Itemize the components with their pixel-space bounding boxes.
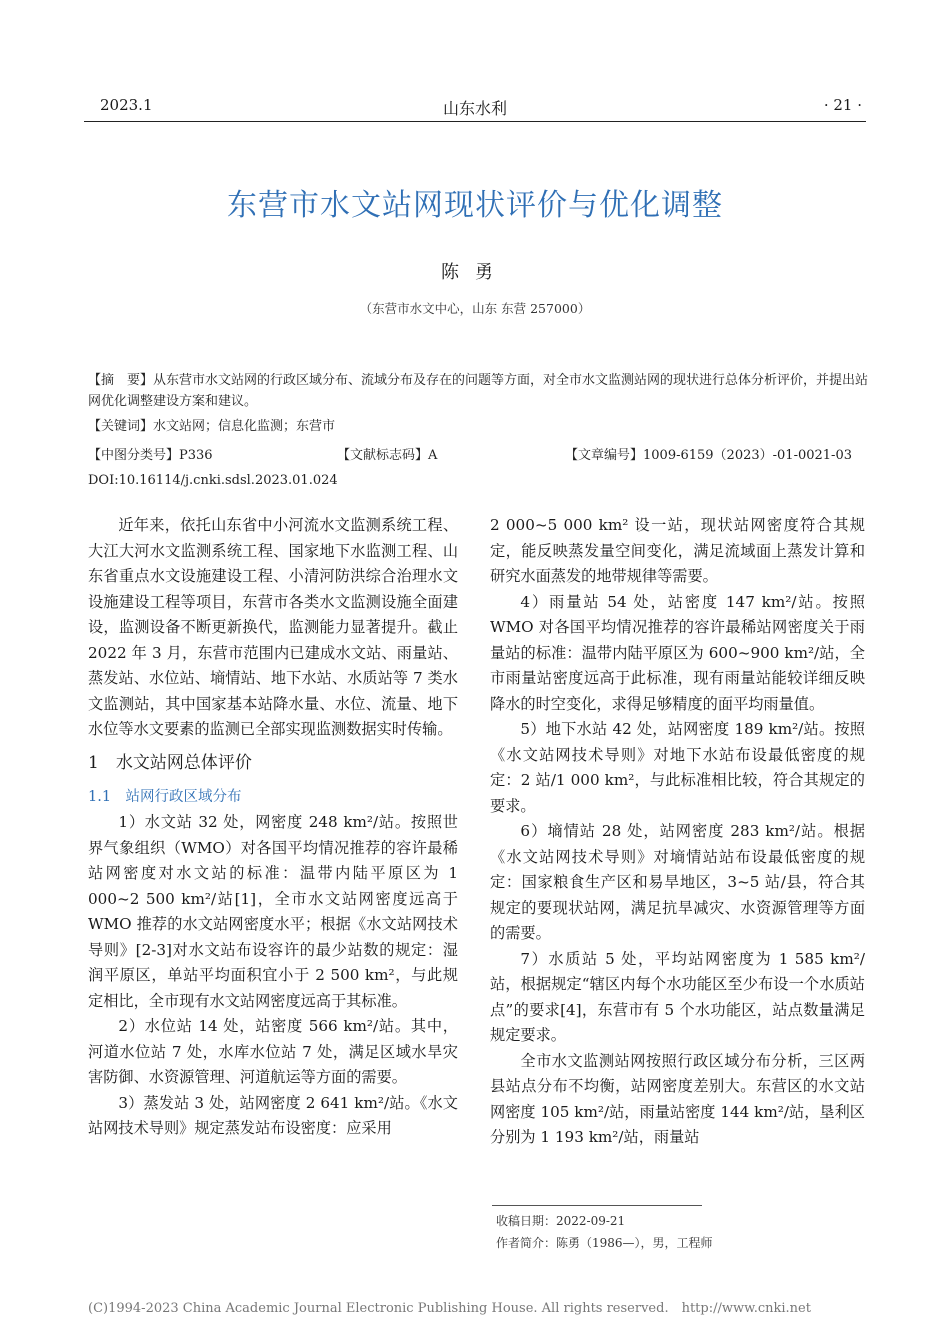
- header-journal-name: 山东水利: [442, 99, 507, 118]
- paragraph-evaporation-stations: 3）蒸发站 3 处，站网密度 2 641 km²/站。《水文站网技术导则》规定蒸发站布设密度：应采用: [88, 1093, 458, 1137]
- footnote-rule: [492, 1205, 702, 1206]
- body-column-right: [490, 513, 865, 1151]
- abstract: 【摘 要】从东营市水文站网的行政区域分布、流域分布及存在的问题等方面，对全市水文监测站网的现状进行总体分析评价，并提出站网优化调整建设方案和建议。: [88, 373, 869, 409]
- header-page-number: · 21 ·: [823, 96, 862, 114]
- article-number: 【文章编号】1009-6159（2023）-01-0021-03: [565, 448, 852, 463]
- paragraph-groundwater-stations: 5）地下水站 42 处，站网密度 189 km²/站。按照《水文站网技术导则》对地下水站布设最低密度的规定：2 站/1 000 km²，与此标准相比较，符合其规定的要求。: [490, 720, 865, 815]
- paragraph-hydrologic-stations: 1）水文站 32 处，网密度 248 km²/站。按照世界气象组织（WMO）对各国平均情况推荐的容许最稀站网密度对水文站的标准：温带内陆平原区为 1 000~2 500 km²/站[1]，全市水文站网密度远高于 WMO 推荐的水文站网密度水平；根据《水文站网技术导则》[2-3]对水文站布设容许的最少站数的规定：湿润平原区，单站平均面积宜小于 2 500 km²，与此规定相比，全市现有水文站网密度远高于其标准。: [88, 813, 458, 1010]
- doi: DOI:10.16114/j.cnki.sdsl.2023.01.024: [88, 473, 338, 488]
- document-code: 【文献标志码】A: [337, 448, 438, 463]
- paragraph-soil-moisture-stations: 6）墒情站 28 处，站网密度 283 km²/站。根据《水文站网技术导则》对墒情站站布设最低密度的规定：国家粮食生产区和易旱地区，3~5 站/县，符合其规定的要现状站网，满足抗旱减灾、水资源管理等方面的需要。: [490, 822, 865, 942]
- article-title: 东营市水文站网现状评价与优化调整: [227, 188, 723, 223]
- author-affiliation: （东营市水文中心，山东 东营 257000）: [359, 301, 591, 316]
- intro-paragraph: 近年来，依托山东省中小河流水文监测系统工程、大江大河水文监测系统工程、国家地下水监测工程、山东省重点水文设施建设工程、小清河防洪综合治理水文设施建设工程等项目，东营市各类水文监测设施全面建设，监测设备不断更新换代，监测能力显著提升。截止 2022 年 3 月，东营市范围内已建成水文站、雨量站、蒸发站、水位站、墒情站、地下水站、水质站等 7 类水文监测站，其中国家基本站降水量、水位、流量、地下水位等水文要素的监测已全部实现监测数据实时传输。: [88, 516, 458, 738]
- header-rule: [84, 121, 866, 122]
- footnote-received-date: 收稿日期：2022-09-21: [496, 1214, 626, 1228]
- paragraph-rainfall-stations: 4）雨量站 54 处，站密度 147 km²/站。按照 WMO 对各国平均情况推荐的容许最稀站网密度关于雨量站的标准：温带内陆平原区为 600~900 km²/站，全市雨量站密度远高于此标准，现有雨量站能较详细反映降水的时空变化，求得足够精度的面平均雨量值。: [490, 592, 865, 713]
- paragraph-water-level-stations: 2）水位站 14 处，站密度 566 km²/站。其中，河道水位站 7 处，水库水位站 7 处，满足区域水旱灾害防御、水资源管理、河道航运等方面的需要。: [88, 1017, 458, 1086]
- copyright-notice: (C)1994-2023 China Academic Journal Electronic Publishing House. All rights reserved. http://www.cnki.net: [88, 1301, 811, 1316]
- body-column-left: [88, 513, 458, 1142]
- section-heading-1: 1 水文站网总体评价: [88, 752, 252, 773]
- subsection-heading-1-1: 1.1 站网行政区域分布: [88, 788, 242, 805]
- article-author: 陈勇: [441, 262, 509, 283]
- keywords: 【关键词】水文站网；信息化监测；东营市: [88, 419, 336, 434]
- footnote-author-bio: 作者简介：陈勇（1986—），男，工程师: [496, 1236, 713, 1250]
- header-issue: 2023.1: [100, 96, 153, 114]
- paragraph-water-quality-stations: 7）水质站 5 处，平均站网密度为 1 585 km²/站，根据规定“辖区内每个水功能区至少布设一个水质站点”的要求[4]，东营市有 5 个水功能区，站点数量满足规定要求。: [490, 949, 865, 1044]
- classification-number: 【中图分类号】P336: [88, 448, 213, 463]
- paragraph-regional-distribution: 全市水文监测站网按照行政区域分布分析，三区两县站点分布不均衡，站网密度差别大。东营区的水文站网密度 105 km²/站，雨量站密度 144 km²/站，垦利区分别为 1 193 km²/站，雨量站: [490, 1051, 865, 1146]
- paragraph-evaporation-continued: 2 000~5 000 km² 设一站，现状站网密度符合其规定，能反映蒸发量空间变化，满足流域面上蒸发计算和研究水面蒸发的地带规律等需要。: [490, 516, 865, 585]
